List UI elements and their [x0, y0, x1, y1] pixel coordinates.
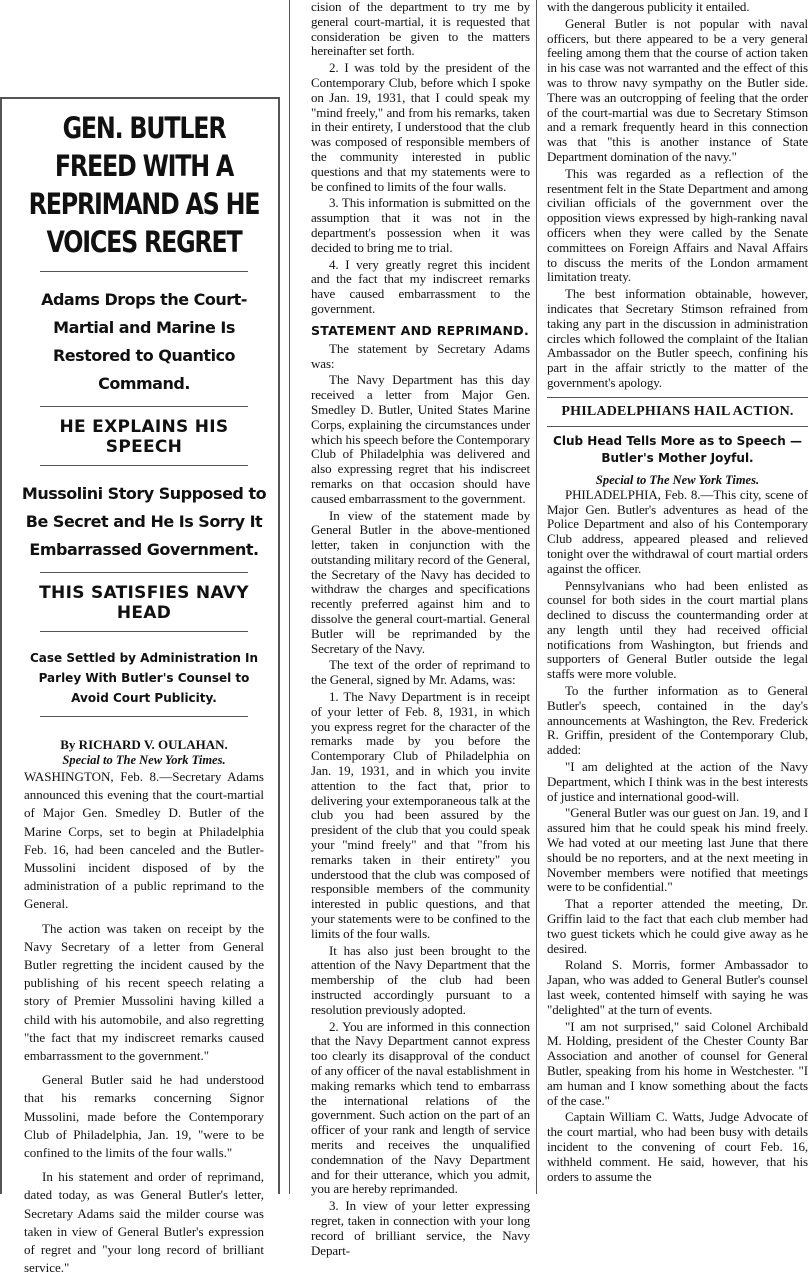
headline: GEN. BUTLER FREED WITH A REPRIMAND AS HE VOICES REGRET	[28, 111, 260, 259]
paragraph: "I am not surprised," said Colonel Archibald M. Holding, president of the Chester County Bar Association and another of counsel for General Butler, speaking from his home in Westchester. "I am human and I know something about the facts of the case."	[547, 1018, 808, 1108]
subhead-2: Mussolini Story Supposed to Be Secret and He Is Sorry It Embarrassed Government.	[21, 484, 267, 559]
divider	[40, 406, 248, 407]
divider	[40, 271, 248, 272]
divider	[547, 397, 808, 398]
dateline-credit: Special to The New York Times.	[62, 753, 226, 767]
subhead-3: Case Settled by Administration In Parley With Butler's Counsel to Avoid Court Publicity.	[29, 651, 259, 705]
paragraph: General Butler is not popular with naval officers, but there appeared to be a very general feeling among them that the course of action taken in his case was not warranted and the effect of this was to throw navy sympathy on the Butler side. There was an outcropping of feeling that the order of the court-martial was due to Secretary Stimson and a remark frequently heard in this connection was that "this is another instance of State Department domination of the navy."	[547, 15, 808, 164]
lead-article-column	[0, 97, 280, 1276]
paragraph: "I am delighted at the action of the Navy Department, which I think was in the best interests of justice and international good-will.	[547, 759, 808, 804]
divider	[40, 465, 248, 466]
paragraph: This was regarded as a reflection of the resentment felt in the State Department and among civilian officials of the government over the opposition views expressed by high-ranking naval officers when they were called by the Senate committees on Foreign Affairs and Naval Affairs to discuss the merits of the London armament limitation treaty.	[547, 165, 808, 285]
paragraph: In his statement and order of reprimand, dated today, as was General Butler's letter, Secretary Adams said the milder course was taken in view of General Butler's expression of regret and "your long record of brilliant service."	[24, 1169, 264, 1276]
paragraph: 2. You are informed in this connection that the Navy Department cannot express too clearly its disapproval of the conduct of any officer of the naval establishment in making remarks which tend to embarrass the international relations of the government. Such action on the part of an officer of your rank and length of service merits and receives the unqualified condemnation of the Navy Department and for their utterance, which you admit, you are hereby reprimanded.	[311, 1018, 530, 1197]
paragraph: WASHINGTON, Feb. 8.—Secretary Adams announced this evening that the court-martial of Major Gen. Smedley D. Butler of the Marine Corps, set to begin at Philadelphia Feb. 16, had been canceled and the Butler-Mussolini incident disposed of by the administration of a public reprimand to the General.	[24, 769, 264, 912]
paragraph: That a reporter attended the meeting, Dr. Griffin laid to the fact that each club member had two guest tickets which he could give away as he desired.	[547, 896, 808, 956]
deck-1: HE EXPLAINS HIS SPEECH	[59, 417, 229, 457]
continued-column-2	[289, 0, 537, 1258]
section-heading: PHILADELPHIANS HAIL ACTION.	[561, 403, 794, 419]
article-body	[24, 768, 264, 1277]
paragraph: General Butler said he had understood that his remarks concerning Signor Mussolini, made before the Contemporary Club of Philadelphia, Jan. 19, "were to be confined to the limits of the four walls."	[24, 1072, 264, 1161]
paragraph: The Navy Department has this day received a letter from Major Gen. Smedley D. Butler, United States Marine Corps, explaining the circumstances under which his speech before the Contemporary Club of Philadelphia was delivered and also expressing regret that his indiscreet remarks on that occasion should have caused embarrassment to the government.	[311, 372, 530, 506]
paragraph: 3. This information is submitted on the assumption that it was not in the department's possession when it was decided to bring me to trial.	[311, 195, 530, 255]
paragraph: 2. I was told by the president of the Contemporary Club, before which I spoke on Jan. 19, 1931, that I could speak my "mind freely," and from his remarks, taken in their entirety, I understood that the club was composed of responsible members of the community interested in public questions and that my statements were to be confined to limits of the four walls.	[311, 60, 530, 194]
paragraph: 1. The Navy Department is in receipt of your letter of Feb. 8, 1931, in which you express regret for the character of the remarks made by you before the Contemporary Club of Philadelphia on Jan. 19, 1931, and in which you invite attention to the fact that, prior to delivering your extemporaneous talk at the club you had been assured by the president of the club that you could speak your "mind freely" and that "from his remarks taken in their entirety" you understood that the club was composed of responsible members of the community interested in public questions, and that your statements were to be confined to the limits of the four walls.	[311, 689, 530, 941]
paragraph: "General Butler was our guest on Jan. 19, and I assured him that he could speak his mind freely. We had voted at our meeting last June that there should be no reporters, and at the next meeting in November members were notified that meetings were to be confidential."	[547, 805, 808, 895]
deck-2: THIS SATISFIES NAVY HEAD	[39, 583, 249, 623]
paragraph: The action was taken on receipt by the Navy Secretary of a letter from General Butler regretting the incident caused by the publishing of his recent speech relating a story of Premier Mussolini having killed a child with his automobile, and also regretting "the fact that my indiscreet remarks caused embarrassment to the government."	[24, 920, 264, 1064]
paragraph: In view of the statement made by General Butler in the above-mentioned letter, taken in conjunction with the outstanding military record of the General, the Secretary of the Navy has decided to withdraw the charges and specifications recently preferred against him and to dissolve the general court-martial. General Butler will be reprimanded by the Secretary of the Navy.	[311, 507, 530, 656]
paragraph: The statement by Secretary Adams was:	[311, 340, 530, 371]
byline: By RICHARD V. OULAHAN.	[60, 737, 228, 752]
paragraph: The best information obtainable, however, indicates that Secretary Stimson refrained from taking any part in the discussion in administration circles which followed the complaint of the Italian Ambassador on the Butler speech, confining his part in the affair strictly to the matter of the government's apology.	[547, 286, 808, 390]
paragraph: with the dangerous publicity it entailed.	[547, 0, 750, 14]
paragraph: Pennsylvanians who had been enlisted as counsel for both sides in the court martial plans declined to discuss the countermanding order at any length until they had received official notifications from Washington, but friends and supporters of General Butler outside the legal staffs were more voluble.	[547, 577, 808, 682]
dateline-credit: Special to The New York Times.	[595, 472, 760, 487]
paragraph: PHILADELPHIA, Feb. 8.—This city, scene of Major Gen. Butler's adventures as head of the Police Department and also of his Contemporary Club address, appeared pleased and relieved tonight over the withdrawal of court martial orders against the officer.	[547, 486, 808, 576]
paragraph: Roland S. Morris, former Ambassador to Japan, who was added to General Butler's counsel last week, contented himself with saying he was "delighted" at the turn of events.	[547, 957, 808, 1017]
paragraph: To the further information as to General Butler's speech, contained in the day's announcements at Washington, the Rev. Frederick R. Griffin, president of the Contemporary Club, added:	[547, 683, 808, 758]
paragraph: The text of the order of reprimand to the General, signed by Mr. Adams, was:	[311, 657, 530, 688]
continued-column-3	[541, 0, 810, 1194]
section-heading: STATEMENT AND REPRIMAND.	[311, 322, 530, 338]
paragraph: It has also just been brought to the attention of the Navy Department that the membership of the club had been instructed accordingly pursuant to a resolution previously adopted.	[311, 942, 530, 1017]
divider	[40, 572, 248, 573]
divider	[40, 716, 248, 717]
paragraph: 4. I very greatly regret this incident and the fact that my indiscreet remarks have caused embarrassment to the government.	[311, 256, 530, 316]
divider	[547, 426, 808, 427]
paragraph: 3. In view of your letter expressing regret, taken in connection with your long record of brilliant service, the Navy Depart-	[311, 1198, 530, 1258]
divider	[40, 631, 248, 632]
paragraph: cision of the department to try me by general court-martial, it is requested that consideration be given to the matters hereinafter set forth.	[311, 0, 530, 59]
paragraph: Captain William C. Watts, Judge Advocate of the court martial, who had been busy with details incident to the convening of court Feb. 16, withheld comment. He said, however, that his orders to assume the	[547, 1109, 808, 1184]
subhead-1: Adams Drops the Court-Martial and Marine Is Restored to Quantico Command.	[41, 290, 247, 393]
section-subhead: Club Head Tells More as to Speech —Butler's Mother Joyful.	[553, 433, 802, 465]
